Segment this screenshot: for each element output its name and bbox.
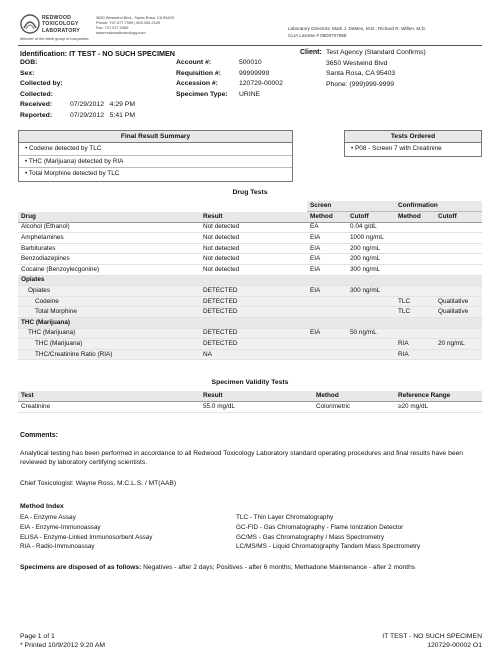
- comments-title: Comments:: [20, 432, 58, 439]
- drug-group-row: [18, 275, 482, 286]
- method-item: EIA - Enzyme-Immunoassay: [20, 523, 101, 531]
- summary-item: • Codeine detected by TLC: [19, 143, 292, 156]
- tests-ordered-title: Tests Ordered: [345, 131, 481, 143]
- cell-cmethod: [395, 254, 435, 265]
- cell-cutoff: 200 ng/mL: [347, 254, 395, 265]
- col-screen-method: Method: [307, 212, 347, 223]
- validity-column-header: [18, 391, 482, 402]
- cell-ccutoff: Qualitative: [435, 307, 482, 318]
- logo-wordmark: REDWOOD TOXICOLOGY LABORATORY: [42, 15, 80, 34]
- cell-cmethod: [395, 265, 435, 276]
- cell-ccutoff: [435, 222, 482, 233]
- patient-fields: [20, 59, 140, 122]
- logo-tagline: Member of the Alere group of companies: [20, 37, 89, 41]
- cell-method: EIA: [307, 265, 347, 276]
- table-row: [18, 222, 482, 233]
- method-item: LC/MS/MS - Liquid Chromatography Tandem Mass Spectrometry: [236, 543, 421, 551]
- cell-cutoff: [347, 275, 395, 286]
- field-collected: Collected:: [20, 90, 53, 98]
- header-divider: [18, 45, 482, 46]
- cell-method: [307, 296, 347, 307]
- col-reference-range: Reference Range: [395, 391, 482, 402]
- cell-drug: THC (Marijuana): [18, 328, 200, 339]
- table-row: [18, 296, 482, 307]
- footer-right: [382, 632, 482, 650]
- field-specimen-type: Specimen Type: URINE: [176, 90, 261, 98]
- cell-ccutoff: [435, 286, 482, 297]
- lab-logo: [20, 14, 90, 36]
- cell-result: Not detected: [200, 233, 307, 244]
- cell-cmethod: [395, 328, 435, 339]
- cell-method: EIA: [307, 233, 347, 244]
- comments-paragraph: Analytical testing has been performed in accordance to all Redwood Toxicology Laboratory standard operating procedures and final results have been reviewed by laboratory certifying scientists.: [20, 450, 464, 466]
- cell-method: [307, 339, 347, 350]
- cell-drug: Benzodiazepines: [18, 254, 200, 265]
- cell-ccutoff: [435, 243, 482, 254]
- cell-result: DETECTED: [200, 296, 307, 307]
- cell-cutoff: [347, 339, 395, 350]
- cell-ccutoff: 20 ng/mL: [435, 339, 482, 350]
- cell-method: [307, 307, 347, 318]
- cell-drug: THC/Creatinine Ratio (RIA): [18, 349, 200, 360]
- validity-table: [18, 391, 482, 413]
- method-index-left: [20, 513, 230, 552]
- page-number: Page 1 of 1: [20, 633, 55, 640]
- cell-method: EIA: [307, 286, 347, 297]
- footer-accession: 120729-00002 O1: [427, 642, 482, 649]
- cell-ccutoff: [435, 275, 482, 286]
- cell-method: EIA: [307, 328, 347, 339]
- field-requisition: Requisition #: 99999999: [176, 69, 270, 77]
- cell-cmethod: [395, 275, 435, 286]
- drug-table-column-header: [18, 212, 482, 223]
- table-row: Creatinine 55.0 mg/dL Colorimetric ≥20 mg/dL: [18, 402, 482, 413]
- validity-title: Specimen Validity Tests: [211, 379, 289, 386]
- field-accession: Accession #: 120729-00002: [176, 80, 283, 87]
- method-item: EA - Enzyme Assay: [20, 514, 76, 521]
- client-block: Client: Test Agency (Standard Confirms) 3650 Westwind Blvd Santa Rosa, CA 95403 Phone: (999)999-9999: [300, 49, 426, 88]
- drug-tests-title: Drug Tests: [232, 189, 268, 196]
- method-item: TLC - Thin Layer Chromatography: [236, 514, 334, 521]
- table-row: [18, 265, 482, 276]
- field-account: Account #: 500010: [176, 59, 262, 66]
- method-item: GC-FID - Gas Chromatography - Flame Ionization Detector: [236, 523, 404, 531]
- cell-cutoff: [347, 296, 395, 307]
- col-validity-result: Result: [200, 391, 313, 402]
- cell-cutoff: 1000 ng/mL: [347, 233, 395, 244]
- cell-drug: Barbiturates: [18, 243, 200, 254]
- field-sex: Sex:: [20, 69, 35, 77]
- lab-directors: Laboratory Directors: Mark J. DeMeo, M.D.; Richard R. Wilber, M.D. CLIA License # 05D0707568: [288, 26, 427, 38]
- cell-result: Not detected: [200, 243, 307, 254]
- cell-drug: Cocaine (Benzoylecgonine): [18, 265, 200, 276]
- cell-drug: Amphetamines: [18, 233, 200, 244]
- cell-drug: Total Morphine: [18, 307, 200, 318]
- cell-result: DETECTED: [200, 328, 307, 339]
- cell-ccutoff: [435, 254, 482, 265]
- cell-ccutoff: Qualitative: [435, 296, 482, 307]
- drug-table-group-header: [18, 201, 482, 212]
- confirmation-group-header: Confirmation: [395, 201, 482, 212]
- cell-result: [200, 318, 307, 329]
- cell-cmethod: RIA: [395, 339, 435, 350]
- chief-toxicologist: Chief Toxicologist: Wayne Ross, M.C.L.S. / MT(AAB): [20, 480, 177, 487]
- redwood-logo-icon: [20, 14, 40, 34]
- col-drug: Drug: [18, 212, 200, 223]
- summary-item: • THC (Marijuana) detected by RIA: [19, 156, 292, 169]
- cell-cutoff: 50 ng/mL: [347, 328, 395, 339]
- identification: Identification: IT TEST - NO SUCH SPECIMEN: [20, 49, 175, 58]
- cell-result: Not detected: [200, 222, 307, 233]
- cell-result: Not detected: [200, 254, 307, 265]
- cell-result: [200, 275, 307, 286]
- cell-ccutoff: [435, 318, 482, 329]
- cell-method: [307, 349, 347, 360]
- cell-drug: Codeine: [18, 296, 200, 307]
- cell-drug: THC (Marijuana): [18, 318, 200, 329]
- drug-tests-table: [18, 201, 482, 360]
- col-result: Result: [200, 212, 307, 223]
- table-row: [18, 349, 482, 360]
- col-confirm-cutoff: Cutoff: [435, 212, 482, 223]
- ordered-item: • P08 - Screen 7 with Creatinine: [351, 145, 442, 152]
- cell-cmethod: [395, 222, 435, 233]
- method-item: ELISA - Enzyme-Linked Immunosorbent Assay: [20, 533, 153, 541]
- cell-method: EIA: [307, 243, 347, 254]
- cell-method: [307, 275, 347, 286]
- cell-ccutoff: [435, 233, 482, 244]
- cell-cutoff: [347, 318, 395, 329]
- cell-cmethod: RIA: [395, 349, 435, 360]
- drug-group-row: [18, 318, 482, 329]
- footer-specimen-id: IT TEST - NO SUCH SPECIMEN: [382, 633, 482, 640]
- table-row: [18, 286, 482, 297]
- cell-result: NA: [200, 349, 307, 360]
- cell-drug: Opiates: [18, 286, 200, 297]
- cell-result: DETECTED: [200, 339, 307, 350]
- table-row: [18, 254, 482, 265]
- cell-ccutoff: [435, 328, 482, 339]
- col-test: Test: [18, 391, 200, 402]
- cell-method: EIA: [307, 254, 347, 265]
- cell-cutoff: 0.04 g/dL: [347, 222, 395, 233]
- table-row: [18, 328, 482, 339]
- cell-cutoff: [347, 349, 395, 360]
- account-fields: [176, 59, 316, 101]
- field-collected-by: Collected by:: [20, 80, 63, 87]
- table-row: [18, 233, 482, 244]
- table-row: [18, 307, 482, 318]
- cell-ccutoff: [435, 265, 482, 276]
- final-result-summary: [18, 130, 293, 182]
- lab-address: 3650 Westwind Blvd., Santa Rosa, CA 95403 Phone: 707.577.7959 | 800.255.2159 Fax: 707.577.0365 www.redwoodtoxicology.com: [96, 15, 175, 35]
- cell-cutoff: 300 ng/mL: [347, 265, 395, 276]
- method-index-right: [236, 513, 486, 552]
- screen-group-header: Screen: [307, 201, 395, 212]
- cell-cmethod: [395, 286, 435, 297]
- printed-timestamp: * Printed 10/9/2012 9:20 AM: [20, 642, 106, 649]
- table-row: [18, 243, 482, 254]
- specimen-disposal: Specimens are disposed of as follows: Negatives - after 2 days; Positives - after 6 months; Methadone Maintenance - after 2 months: [20, 564, 416, 571]
- col-confirm-method: Method: [395, 212, 435, 223]
- method-index-title: Method Index: [20, 503, 64, 510]
- cell-ccutoff: [435, 349, 482, 360]
- cell-cmethod: [395, 243, 435, 254]
- col-screen-cutoff: Cutoff: [347, 212, 395, 223]
- field-reported: Reported: 07/29/2012 5:41 PM: [20, 111, 135, 119]
- cell-cmethod: TLC: [395, 296, 435, 307]
- cell-drug: Alcohol (Ethanol): [18, 222, 200, 233]
- col-validity-method: Method: [313, 391, 395, 402]
- cell-cutoff: [347, 307, 395, 318]
- cell-cmethod: TLC: [395, 307, 435, 318]
- cell-method: [307, 318, 347, 329]
- cell-drug: THC (Marijuana): [18, 339, 200, 350]
- tests-ordered: [344, 130, 482, 157]
- summary-item: • Total Morphine detected by TLC: [25, 170, 120, 177]
- cell-result: Not detected: [200, 265, 307, 276]
- table-row: [18, 339, 482, 350]
- cell-method: EA: [307, 222, 347, 233]
- cell-cutoff: 300 ng/mL: [347, 286, 395, 297]
- cell-drug: Opiates: [18, 275, 200, 286]
- cell-result: DETECTED: [200, 307, 307, 318]
- footer-left: [20, 632, 105, 650]
- method-item: RIA - Radio-Immunoassay: [20, 543, 95, 551]
- field-received: Received: 07/29/2012 4:29 PM: [20, 101, 135, 108]
- final-summary-title: Final Result Summary: [19, 131, 292, 143]
- cell-cutoff: 200 ng/mL: [347, 243, 395, 254]
- field-dob: DOB:: [20, 59, 38, 66]
- cell-cmethod: [395, 318, 435, 329]
- cell-result: DETECTED: [200, 286, 307, 297]
- method-item: GC/MS - Gas Chromatography / Mass Spectrometry: [236, 533, 385, 541]
- cell-cmethod: [395, 233, 435, 244]
